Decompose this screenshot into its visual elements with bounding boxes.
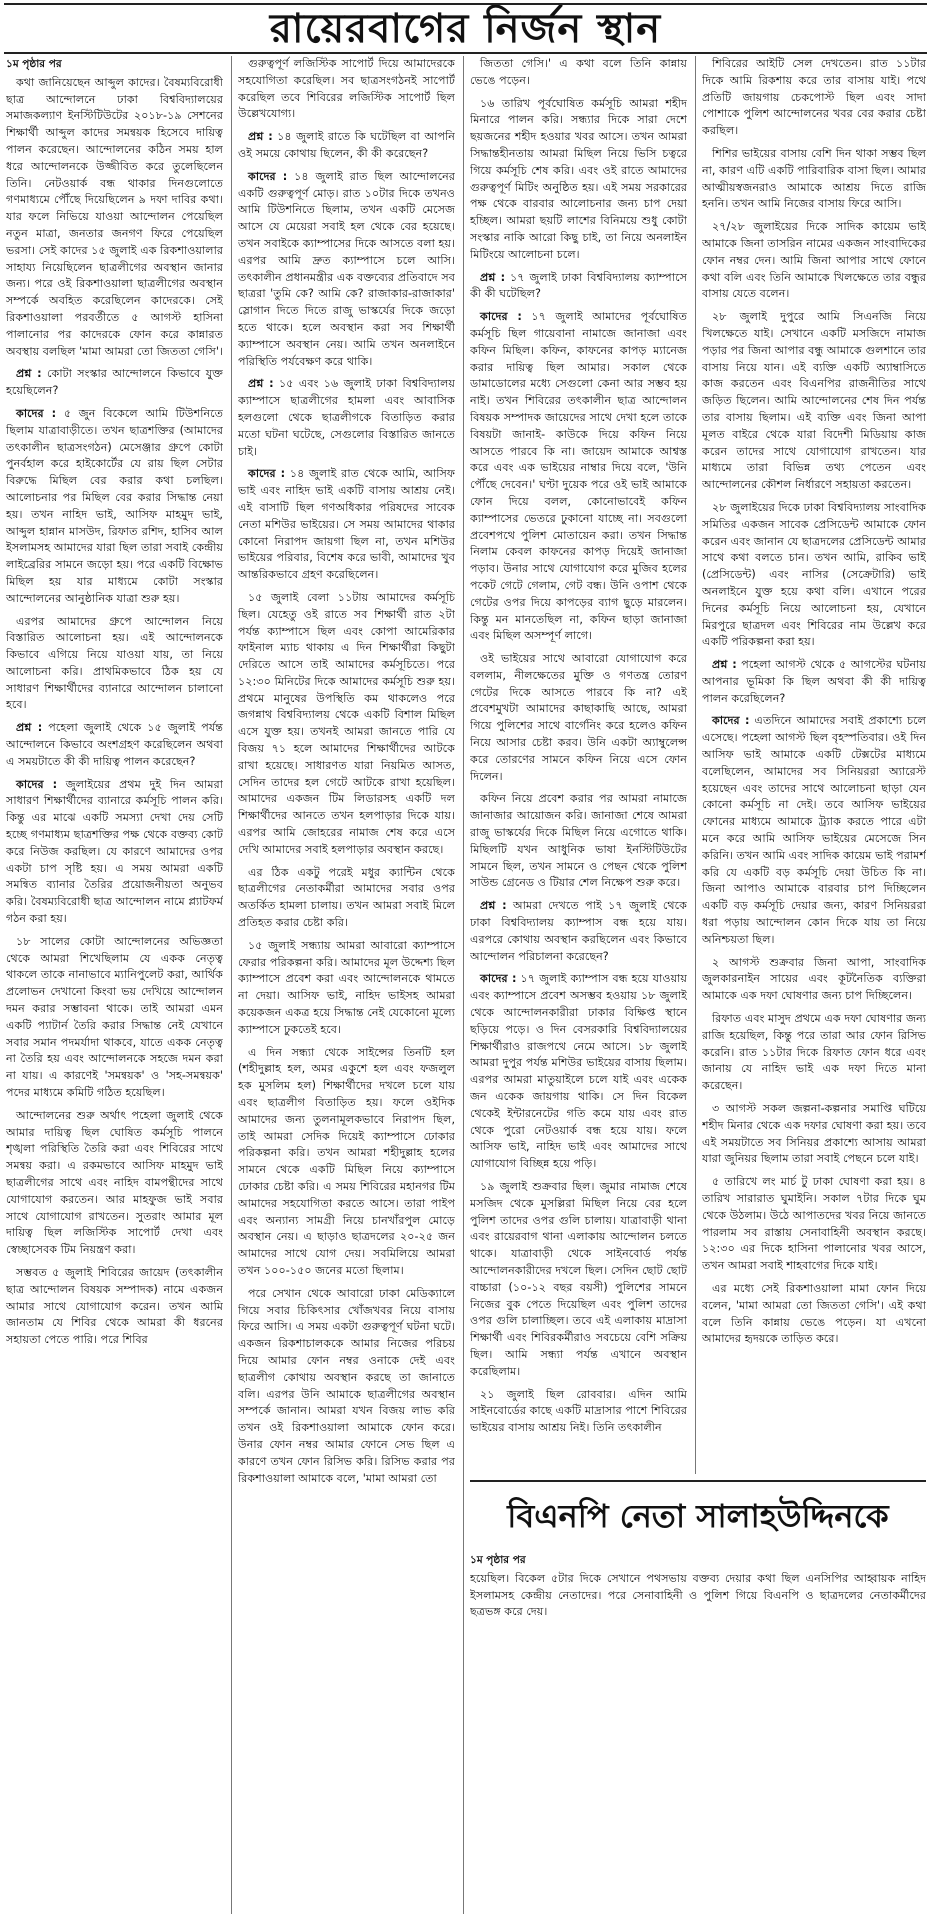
paragraph: ২১ জুলাই ছিল রোববার। এদিন আমি সাইনবোর্ডের কাছে একটি মাদ্রাসার পাশে শিবিরের ভাইয়ের বাসায় আশ্রয় নিই। তিনি তৎকালীন (470, 1387, 687, 1435)
speaker-label: প্রশ্ন : (480, 899, 507, 913)
column-divider (231, 56, 232, 1914)
paragraph: প্রশ্ন : ১৪ জুলাই রাতে কি ঘটেছিল বা আপনি ওই সময়ে কোথায় ছিলেন, কী কী করেছেন? (238, 130, 455, 160)
speaker-label: কাদের : (248, 467, 286, 481)
paragraph: এ দিন সন্ধ্যা থেকে সাইন্সের তিনটি হল (শহীদুল্লাহ হল, অমর একুশে হল এবং ফজলুল হক মুসলিম হল) শিক্ষার্থীদের দখলে চলে যায় এবং ছাত্রলীগ বিতাড়িত হয়। ফলে ওইদিক আমাদের জন্য তুলনামূলকভাবে নিরাপদ ছিল, তাই আমরা সেদিক দিয়েই ক্যাম্পাসে ঢোকার পরিকল্পনা করি। তখন আমরা শহীদুল্লাহ হলের সামনে থেকে একটি মিছিল নিয়ে ক্যাম্পাসে ঢোকার চেষ্টা করি। এ সময় শিবিরের মহানগর টিম আমাদের সহযোগিতা করতে আসে। তারা পাইপ এবং অন্যান্য সামগ্রী নিয়ে চানখাঁরপুল মোড়ে অবস্থান নেয়। এ ছাড়াও ছাত্রদলের ২০-২৫ জন আমাদের সাথে যোগ দেয়। সবমিলিয়ে আমরা তখন ১০০-১৫০ জনের মতো ছিলাম। (238, 1045, 455, 1277)
article-column-2 (238, 56, 455, 1914)
paragraph: গুরুত্বপূর্ণ লজিস্টিক সাপোর্ট দিয়ে আমাদেরকে সহযোগিতা করেছিল। সব ছাত্রসংগঠনই সাপোর্ট করেছিল তবে শিবিরের লজিস্টিক সাপোর্ট ছিল উল্লেখযোগ্য। (238, 57, 455, 121)
second-article-body (470, 1552, 926, 1912)
paragraph: প্রশ্ন : ১৫ এবং ১৬ জুলাই ঢাকা বিশ্ববিদ্যালয় ক্যাম্পাসে ছাত্রলীগের হামলা এবং আবাসিক হলগুলো থেকে ছাত্রলীগকে বিতাড়িত করার মতো ঘটনা ঘটেছে, সেগুলোর বিস্তারিত জানতে চাই। (238, 377, 455, 458)
paragraph: শিবিরের আইটি সেল দেখতেন। রাত ১১টার দিকে আমি রিকশায় করে তার বাসায় যাই। পথে প্রতিটি জায়গায় চেকপোস্ট ছিল এবং সাদা পোশাকে পুলিশ আন্দোলনের খবর বের করার চেষ্টা করছিল। (702, 57, 926, 138)
speaker-label: প্রশ্ন : (16, 367, 42, 381)
paragraph: ১৫ জুলাই বেলা ১১টায় আমাদের কর্মসূচি ছিল। যেহেতু ওই রাতে সব শিক্ষার্থী রাত ২টা পর্যন্ত ক্যাম্পাসে ছিল এবং কোপা আমেরিকার ফাইনাল ম্যাচ থাকায় এ দিন শিক্ষার্থীরা কিছুটা দেরিতে আসে তাই আমাদের কর্মসূচিতে। পরে ১২:৩০ মিনিটের দিকে আমাদের কর্মসূচি শুরু হয়। প্রথমে মানুষের উপস্থিতি কম থাকলেও পরে জগন্নাথ বিশ্ববিদ্যালয় থেকে একটি বিশাল মিছিল এসে যুক্ত হয়। তখনই আমরা জানতে পারি যে বিজয় ৭১ হলে আমাদের শিক্ষার্থীদের আটকে রাখা হয়েছে। সাধারণত যারা নিয়মিত আসত, সেদিন তাদের হল গেটে আটকে রাখা হয়েছিল। আমাদের একজন টিম লিডারসহ একটি দল শিক্ষার্থীদের আনতে তখন হলপাড়ার দিকে যায়। এরপর আমি জোহরের নামাজ শেষ করে এসে দেখি আমাদের সবাই হলপাড়ার অবস্থান করছে। (238, 590, 455, 856)
paragraph: কাদের : ১৪ জুলাই রাত ছিল আন্দোলনের একটি গুরুত্বপূর্ণ মোড়। রাত ১০টার দিকে তখনও আমি টিউশনিতে ছিলাম, তখন একটি মেসেজ আসে যে মেয়েরা সবাই হল থেকে বের হয়েছে। তখন সবাইকে ক্যাম্পাসের দিকে আসতে বলা হয়। এরপর আমি দ্রুত ক্যাম্পাসে চলে আসি। তৎকালীন প্রধানমন্ত্রীর এক বক্তব্যের প্রতিবাদে সব ছাত্ররা 'তুমি কে? আমি কে? রাজাকার-রাজাকার' স্লোগান দিতে দিতে রাজু ভাস্কর্যের দিকে জড়ো হতে থাকে। হলে অবস্থান করা সব শিক্ষার্থী ক্যাম্পাসে অবস্থান নেয়। আমি তখন অনলাইনে পরিস্থিতি পর্যবেক্ষণ করে থাকি। (238, 169, 455, 368)
paragraph: প্রশ্ন : কোটা সংস্কার আন্দোলনে কিভাবে যুক্ত হয়েছিলেন? (6, 367, 223, 398)
article-column-4 (702, 56, 926, 1476)
paragraph: কাদের : ১৪ জুলাই রাত থেকে আমি, আসিফ ভাই এবং নাহিদ ভাই একটি বাসায় আশ্রয় নেই। এই বাসাটি ছিল গণঅধিকার পরিষদের সাবেক নেতা মশিউর ভাইয়ের। সে সময় আমাদের থাকার কোনো নিরাপদ জায়গা ছিল না, তখন মশিউর ভাইয়ের পরিবার, বিশেষ করে ভাবী, আমাদের খুব আন্তরিকভাবে গ্রহণ করেছিলেন। (238, 467, 455, 582)
paragraph: এর ঠিক একটু পরেই মধুর ক্যান্টিন থেকে ছাত্রলীগের নেতাকর্মীরা আমাদের সবার ওপর অতর্কিত হামলা চালায়। তখন আমরা সবাই মিলে প্রতিহত করার চেষ্টা করি। (238, 865, 455, 930)
paragraph: প্রশ্ন : পহেলা জুলাই থেকে ১৫ জুলাই পর্যন্ত আন্দোলনে কিভাবে অংশগ্রহণ করেছিলেন অথবা এ সময়টাতে কী কী দায়িত্ব পালন করেছেন? (6, 721, 223, 768)
paragraph: জিততা গেসি।' এ কথা বলে তিনি কান্নায় ভেঙে পড়েন। (470, 57, 687, 87)
paragraph: কাদের : ১৭ জুলাই ক্যাম্পাস বন্ধ হয়ে যাওয়ায় এবং ক্যাম্পাসে প্রবেশ অসম্ভব হওয়ায় ১৮ জুলাই থেকে আন্দোলনকারীরা ঢাকার বিক্ষিপ্ত স্থানে ছড়িয়ে পড়ে। ও দিন বেসরকারি বিশ্ববিদ্যালয়ের শিক্ষার্থীরাও রাজপথে নেমে আসে। ১৮ জুলাই আমরা দুপুর পর্যন্ত মশিউর ভাইয়ের বাসায় ছিলাম। এরপর আমরা মাতুয়াইলে চলে যাই এবং একেক জন একেক জায়গায় থাকি। সে দিন বিকেল থেকেই ইন্টারনেটের গতি কমে যায় এবং রাত থেকে পুরো নেটওয়ার্ক বন্ধ হয়ে যায়। ফলে আসিফ ভাই, নাহিদ ভাই এবং আমাদের সাথে যোগাযোগ বিচ্ছিন্ন হয়ে পড়ি। (470, 972, 687, 1171)
column-2-text (238, 56, 455, 1487)
speaker-label: কাদের : (248, 169, 288, 183)
speaker-label: কাদের : (712, 714, 750, 728)
speaker-label: প্রশ্ন : (16, 721, 43, 735)
column-1-text (6, 75, 223, 1349)
paragraph: ওই ভাইয়ের সাথে আবারো যোগাযোগ করে বললাম, নীলক্ষেতের মুক্তি ও গণতন্ত্র তোরণ গেটের দিকে আসতে পারবে কি না? এই প্রবেশমুখটা আমাদের কাছাকাছি আছে, আমরা গিয়ে পুলিশের সাথে বার্গেনিং করে হলেও কফিন নিয়ে আসার চেষ্টা করব। উনি একটা অ্যাম্বুলেন্স করে তোরণের সামনে কফিন নিয়ে এসে ফোন দিলেন। (470, 652, 687, 783)
second-article-continued-label: ১ম পৃষ্ঠার পর (470, 1554, 526, 1566)
main-headline: রায়েরবাগের নির্জন স্থান (269, 5, 662, 52)
paragraph: এরপর আমাদের গ্রুপে আন্দোলন নিয়ে বিস্তারিত আলোচনা হয়। এই আন্দোলনকে কিভাবে এগিয়ে নিয়ে যাওয়া যায়, তা নিয়ে আলোচনা করি। প্রাথমিকভাবে ঠিক হয় যে সাধারণ শিক্ষার্থীদের ব্যানারে আন্দোলন চালানো হবে। (6, 614, 223, 712)
paragraph: ১৯ জুলাই শুক্রবার ছিল। জুমার নামাজ শেষে মসজিদ থেকে মুসল্লিরা মিছিল নিয়ে বের হলে পুলিশ তাদের ওপর গুলি চালায়। যাত্রাবাড়ী থানা এবং রায়েরবাগ থানা এলাকায় আন্দোলন চলতে থাকে। যাত্রাবাড়ী থেকে সাইনবোর্ড পর্যন্ত আন্দোলনকারীদের দখলে ছিল। সেদিন ছোট ছোট বাচ্চারা (১০-১২ বছর বয়সী) পুলিশের সামনে নিজের বুক পেতে দিয়েছিল এবং পুলিশ তাদের ওপর গুলি চালাচ্ছিল। তবে এই এলাকায় মাদ্রাসা শিক্ষার্থী এবং শিবিরকর্মীরাও সবচেয়ে বেশি সক্রিয় ছিল। আমি সন্ধ্যা পর্যন্ত এখানে অবস্থান করেছিলাম। (470, 1180, 687, 1378)
second-article (470, 1480, 926, 1922)
speaker-label: কাদের : (480, 972, 517, 986)
paragraph: ১৮ সালের কোটা আন্দোলনের অভিজ্ঞতা থেকে আমরা শিখেছিলাম যে একক নেতৃত্ব থাকলে তাকে নানাভাবে ম্যানিপুলেট করা, আর্থিক প্রলোভন দেখানো কিংবা ভয় দেখিয়ে আন্দোলন দমন করার সম্ভাবনা থাকে। তাই আমরা এমন একটি প্যাটার্ন তৈরি করার সিদ্ধান্ত নেই যেখানে সবার সমান পদমর্যাদা থাকবে, যাতে একক নেতৃত্ব না তৈরি হয় এবং আন্দোলনকে সহজে দমন করা না যায়। এ কারণেই 'সমন্বয়ক' ও 'সহ-সমন্বয়ক' পদের মাধ্যমে কমিটি গঠিত হয়েছিল। (6, 934, 223, 1100)
column-4-text (702, 56, 926, 1348)
paragraph: ১৬ তারিখ পূর্বঘোষিত কর্মসূচি আমরা শহীদ মিনারে পালন করি। সন্ধ্যার দিকে সারা দেশে ছয়জনের শহীদ হওয়ার খবর আসে। তখন আমরা সিদ্ধান্তহীনতায় আমরা মিছিল নিয়ে ভিসি চত্বরে গিয়ে কর্মসূচি শেষ করি। এবং ওই রাতে আমাদের গুরুত্বপূর্ণ মিটিং অনুষ্ঠিত হয়। এই সময় সরকারের পক্ষ থেকে বারবার আলোচনার জন্য চাপ দেয়া হচ্ছিল। আমরা ছয়টি লাশের বিনিময়ে শুধু কোটা সংস্কার নাকি আরো কিছু চাই, তা নিয়ে অনলাইন মিটিংয়ে আলোচনা চলে। (470, 96, 687, 261)
paragraph: সম্ভবত ৫ জুলাই শিবিরের জায়েদ (তৎকালীন ছাত্র আন্দোলন বিষয়ক সম্পাদক) নামে একজন আমার সাথে যোগাযোগ করেন। তখন আমি জানতাম যে শিবির থেকে আমরা কী ধরনের সহায়তা পেতে পারি। পরে শিবির (6, 1265, 223, 1347)
paragraph: ৩ আগস্ট সকল জল্পনা-কল্পনার সমাপ্তি ঘটিয়ে শহীদ মিনার থেকে এক দফার ঘোষণা করা হয়। তবে এই সময়টাতে সব সিনিয়র প্রকাশ্যে আসায় আমরা যারা জুনিয়র ছিলাম তারা সবাই পেছনে চলে যাই। (702, 1102, 926, 1166)
paragraph: কাদের : ১৭ জুলাই আমাদের পূর্বঘোষিত কর্মসূচি ছিল গায়েবানা নামাজে জানাজা এবং কফিন মিছিল। কফিন, কাফনের কাপড় ম্যানেজ করার দায়িত্ব ছিল আমার। সকাল থেকে ডামাডোলের মধ্যে সেগুলো কেনা আর সম্ভব হয় নাই। তখন শিবিরের তৎকালীন ছাত্র আন্দোলন বিষয়ক সম্পাদক জায়েদের সাথে দেখা হলে তাকে বিষয়টা জানাই- কাউকে দিয়ে কফিন নিয়ে আসতে পারবে কি না। জায়েদ আমাকে আশ্বস্ত করে এবং এক ভাইয়ের নাম্বার দিয়ে বলে, 'উনি পৌঁছে দেবেন।' ঘণ্টা দুয়েক পরে ওই ভাই আমাকে ফোন দিয়ে বলল, কোনোভাবেই কফিন ক্যাম্পাসের ভেতরে ঢুকানো যাচ্ছে না। সবগুলো প্রবেশপথে পুলিশ মোতায়েন করা। তখন সিদ্ধান্ত নিলাম কেবল কাফনের কাপড় দিয়েই জানাজা পড়াব। উনার সাথে যোগাযোগ করে মুজিব হলের পকেট গেটে গেলাম, গেট বন্ধ। উনি ওপাশ থেকে গেটের ওপর দিয়ে কাপড়ের ব্যাগ ছুড়ে মারলেন। কিন্তু মন মানতেছিল না, কফিন ছাড়া জানাজা এবং মিছিল অসম্পূর্ণ লাগে। (470, 310, 687, 643)
column-divider (463, 56, 464, 1914)
speaker-label: প্রশ্ন : (480, 270, 506, 284)
article-column-1 (6, 56, 223, 1914)
paragraph: ২৭/২৮ জুলাইয়ের দিকে সাদিক কায়েম ভাই আমাকে জিনা তাসরিন নামের একজন সাংবাদিকের ফোন নম্বর দেন। আমি জিনা আপার সাথে ফোনে কথা বলি এবং তিনি আমাকে খিলক্ষেতে তার বন্ধুর বাসায় যেতে বলেন। (702, 220, 926, 301)
speaker-label: কাদের : (16, 777, 58, 791)
headline-bottom-rule (4, 52, 927, 54)
speaker-label: কাদের : (16, 406, 57, 420)
column-3-text (470, 56, 687, 1437)
speaker-label: প্রশ্ন : (712, 658, 737, 672)
speaker-label: প্রশ্ন : (248, 130, 273, 144)
speaker-label: প্রশ্ন : (248, 377, 274, 391)
paragraph: কাদের : ৫ জুন বিকেলে আমি টিউশনিতে ছিলাম যাত্রাবাড়ীতে। তখন ছাত্রশক্তির (আমাদের তৎকালীন ছাত্রসংগঠন) মেসেঞ্জার গ্রুপে কোটা পুনর্বহাল করে হাইকোর্টের যে রায় ছিল সেটার বিরুদ্ধে মিছিল বের করার কথা চলছিল। আলোচনার পর মিছিল বের করার সিদ্ধান্ত নেয়া হয়। তখন নাহিদ ভাই, আসিফ মাহমুদ ভাই, আব্দুল হান্নান মাসউদ, রিফাত রশিদ, হাসিব আল ইসলামসহ আমাদের যারা ছিল তারা সবাই কেন্দ্রীয় লাইব্রেরির সামনে জড়ো হয়। পরে একটি বিক্ষোভ মিছিল হয় যার মাধ্যমে কোটা সংস্কার আন্দোলনের আনুষ্ঠানিক যাত্রা শুরু হয়। (6, 406, 223, 605)
paragraph: প্রশ্ন : আমরা দেখতে পাই ১৭ জুলাই থেকে ঢাকা বিশ্ববিদ্যালয় ক্যাম্পাস বন্ধ হয়ে যায়। এরপরে কোথায় অবস্থান করছিলেন এবং কিভাবে আন্দোলন পরিচালনা করেছেন? (470, 899, 687, 963)
paragraph: ১৫ জুলাই সন্ধ্যায় আমরা আবারো ক্যাম্পাসে ফেরার পরিকল্পনা করি। আমাদের মূল উদ্দেশ্য ছিল ক্যাম্পাসে প্রবেশ করা এবং আন্দোলনকে থামতে না দেয়া। আসিফ ভাই, নাহিদ ভাইসহ আমরা কয়েকজন একত্র হয়ে সিদ্ধান্ত নেই যেকোনো মূল্যে ক্যাম্পাসে ঢুকতেই হবে। (238, 938, 455, 1036)
paragraph: কথা জানিয়েছেন আব্দুল কাদের। বৈষম্যবিরোধী ছাত্র আন্দোলনে ঢাকা বিশ্ববিদ্যালয়ের সমাজকল্যাণ ইনস্টিটিউটের ২০১৮-১৯ সেশনের শিক্ষার্থী আব্দুল কাদের সমন্বয়ক হিসেবে দায়িত্ব পালন করেছেন। আন্দোলনের কঠিন সময় হাল ধরে আন্দোলনকে উজ্জীবিত করে তুলেছিলেন তিনি। নেটওয়ার্ক বন্ধ থাকার দিনগুলোতে গণমাধ্যমে পৌঁছে দিয়েছিলেন ৯ দফা দাবির কথা। যার ফলে নিভিয়ে যাওয়া আন্দোলন পেয়েছিল নতুন মাত্রা, জনতার জনগণ ফিরে পেয়েছিল ভরসা। সেই কাদের ১৫ জুলাই এক রিকশাওয়ালার সাহায্য নিয়েছিলেন ছাত্রলীগের অবস্থান জানার জন্য। পরে ওই রিকশাওয়ালা ছাত্রলীগের অবস্থান সম্পর্কে অবহিত করেছিলেন কাদেরকে। সেই রিকশাওয়ালা পরবর্তীতে ৫ আগস্ট হাসিনা পালানোর পর কাদেরকে ফোন করে কান্নারত অবস্থায় বলছিল 'মামা আমরা তো জিততা গেসি'। (6, 75, 223, 358)
paragraph: পরে সেখান থেকে আবারো ঢাকা মেডিক্যালে গিয়ে সবার চিকিৎসার খোঁজখবর নিয়ে বাসায় ফিরে আসি। এ সময় একটা গুরুত্বপূর্ণ ঘটনা ঘটে। একজন রিকশাচালককে আমার নিজের পরিচয় দিয়ে আমার ফোন নম্বর ওনাকে দেই এবং ছাত্রলীগ কোথায় অবস্থান করছে তা জানাতে বলি। এরপর উনি আমাকে ছাত্রলীগের অবস্থান সম্পর্কে জানান। আমরা যখন বিজয় লাভ করি তখন ওই রিকশাওয়ালা আমাকে ফোন করে। উনার ফোন নম্বর আমার ফোনে সেভ ছিল এ কারণে তখন ফোন রিসিভ করি। রিসিভ করার পর রিকশাওয়ালা আমাকে বলে, 'মামা আমরা তো (238, 1286, 455, 1485)
paragraph: ২৮ জুলাই দুপুরে আমি সিএনজি নিয়ে খিলক্ষেতে যাই। সেখানে একটি মসজিদে নামাজ পড়ার পর জিনা আপার বন্ধু আমাকে গুলশানে তার বাসায় নিয়ে যান। এই ব্যক্তি একটি অ্যাম্বাসিতে কাজ করতেন এবং বিএনপির রাজনীতির সাথে জড়িত ছিলেন। আমি আন্দোলনের শেষ দিন পর্যন্ত তার বাসায় ছিলাম। এই ব্যক্তি এবং জিনা আপা মূলত বাইরে থেকে যারা বিদেশী মিডিয়ায় কাজ করেন তাদের সাথে যোগাযোগ রাখতেন। যার মাধ্যমে তারা বিভিন্ন তথ্য পেতেন এবং আন্দোলনের কৌশল নির্ধারণে সহায়তা করতেন। (702, 310, 926, 492)
continued-from-label: ১ম পৃষ্ঠার পর (6, 58, 62, 70)
paragraph: এর মধ্যে সেই রিকশাওয়ালা মামা ফোন দিয়ে বলেন, 'মামা আমরা তো জিততা গেসি'। এই কথা বলে তিনি কান্নায় ভেঙে পড়েন। যা এখনো আমাদের হৃদয়কে তাড়িত করে। (702, 1281, 926, 1346)
paragraph: ২৮ জুলাইয়ের দিকে ঢাকা বিশ্ববিদ্যালয় সাংবাদিক সমিতির একজন সাবেক প্রেসিডেন্ট আমাকে ফোন করেন এবং জানান যে ছাত্রদলের প্রেসিডেন্ট আমার সাথে কথা বলতে চান। তখন আমি, রাকিব ভাই (প্রেসিডেন্ট) এবং নাসির (সেক্রেটারি) ভাই অনলাইনে যুক্ত হয়ে কথা বলি। এখানে পরের দিনের কর্মসূচি নিয়ে আলোচনা হয়, যেখানে মিরপুরে ছাত্রদল এবং শিবিরের নাম উল্লেখ করে একটি পরিকল্পনা করা হয়। (702, 500, 926, 649)
paragraph: প্রশ্ন : পহেলা আগস্ট থেকে ৫ আগস্টের ঘটনায় আপনার ভূমিকা কি ছিল অথবা কী কী দায়িত্ব পালন করেছিলেন? (702, 658, 926, 705)
paragraph: কফিন নিয়ে প্রবেশ করার পর আমরা নামাজে জানাজার আয়োজন করি। জানাজা শেষে আমরা রাজু ভাস্কর্যের দিকে মিছিল নিয়ে এগোতে থাকি। মিছিলটি যখন আধুনিক ভাষা ইনস্টিটিউটের সামনে ছিল, তখন সামনে ও পেছন থেকে পুলিশ সাউন্ড গ্রেনেড ও টিয়ার শেল নিক্ষেপ শুরু করে। (470, 792, 687, 890)
second-article-headline: বিএনপি নেতা সালাহউদ্দিনকে (507, 1497, 889, 1535)
second-article-text: হয়েছিল। বিকেল ৫টার দিকে সেখানে পথসভায় বক্তব্য দেয়ার কথা ছিল এনসিপির আহ্বায়ক নাহিদ ইসলামসহ কেন্দ্রীয় নেতাদের। পরে সেনাবাহিনী ও পুলিশ গিয়ে বিএনপি ও ছাত্রদলের নেতাকর্মীদের ছত্রভঙ্গ করে দেয়। (470, 1571, 926, 1619)
paragraph: রিফাত এবং মাসুদ প্রথমে এক দফা ঘোষণার জন্য রাজি হয়েছিল, কিন্তু পরে তারা আর ফোন রিসিভ করেনি। রাত ১১টার দিকে রিফাত ফোন ধরে এবং জানায় যে নাহিদ ভাই এক দফা দিতে মানা করেছেন। (702, 1012, 926, 1093)
paragraph: আন্দোলনের শুরু অর্থাৎ পহেলা জুলাই থেকে আমার দায়িত্ব ছিল ঘোষিত কর্মসূচি পালনে শৃঙ্খলা পরিস্থিতি তৈরি করা এবং শিবিরের সাথে সমন্বয় করা। এ রকমভাবে আসিফ মাহমুদ ভাই ছাত্রলীগের সাথে এবং নাহিদ বামপন্থীদের সাথে যোগাযোগ করতেন। আর মাহফুজ ভাই সবার সাথে যোগাযোগ রাখতেন। সুতরাং আমার মূল দায়িত্ব ছিল লজিস্টিক সাপোর্ট দেখা এবং স্বেচ্ছাসেবক টিম নিয়ন্ত্রণ করা। (6, 1108, 223, 1257)
paragraph: কাদের : এতদিনে আমাদের সবাই প্রকাশ্যে চলে এসেছে। পহেলা আগস্ট ছিল বৃহস্পতিবার। ওই দিন আসিফ ভাই আমাকে একটি টেক্সটের মাধ্যমে বলেছিলেন, আমাদের সব সিনিয়ররা অ্যারেস্ট হয়েছেন এবং তাদের সাথে আলোচনা ছাড়া যেন কোনো কর্মসূচি না দেই। তবে আসিফ ভাইয়ের ফোনের মাধ্যমে আমাকে ট্র্যাক করতে পারে এটা মনে করে আমি আসিফ ভাইয়ের মেসেজে সিন করিনি। তখন আমি এবং সাদিক কায়েম ভাই পরামর্শ করি যে একটি বড় কর্মসূচি দেয়া উচিত কি না। জিনা আপাও আমাকে বারবার চাপ দিচ্ছিলেন একটি বড় কর্মসূচি দেয়ার জন্য, কারণ সিনিয়ররা ধরা পড়ায় আন্দোলন কোন দিকে যায় তা নিয়ে অনিশ্চয়তা ছিল। (702, 714, 926, 946)
speaker-label: কাদের : (480, 310, 522, 324)
paragraph: শিশির ভাইয়ের বাসায় বেশি দিন থাকা সম্ভব ছিল না, কারণ এটি একটি পারিবারিক বাসা ছিল। আমার আত্মীয়স্বজনরাও আমাকে আশ্রয় দিতে রাজি হননি। তখন আমি নিজের বাসায় ফিরে আসি। (702, 146, 926, 211)
paragraph: প্রশ্ন : ১৭ জুলাই ঢাকা বিশ্ববিদ্যালয় ক্যাম্পাসে কী কী ঘটেছিল? (470, 270, 687, 301)
column-divider (695, 56, 696, 1474)
paragraph: ৫ তারিখে লং মার্চ টু ঢাকা ঘোষণা করা হয়। ৪ তারিখ সারারাত ঘুমাইনি। সকাল ৭টার দিকে ঘুম থেকে উঠলাম। উঠে আপাতদের খবর নিয়ে জানতে পারলাম সব রাস্তায় সেনাবাহিনী অবস্থান করছে। ১২:৩০ এর দিকে হাসিনা পালানোর খবর আসে, তখন আমরা সবাই শাহবাগের দিকে যাই। (702, 1175, 926, 1273)
article-column-3 (470, 56, 687, 1474)
paragraph: কাদের : জুলাইয়ের প্রথম দুই দিন আমরা সাধারণ শিক্ষার্থীদের ব্যানারে কর্মসূচি পালন করি। কিন্তু এর মাঝে একটি সমস্যা দেখা দেয় সেটি হচ্ছে গণমাধ্যম ছাত্রশক্তির পক্ষ থেকে বক্তব্য কোট করে নিউজ করছিল। যে কারণে আমাদের ওপর একটা চাপ সৃষ্টি হয়। এ সময় আমরা একটি সমন্বিত ব্যানার তৈরির প্রয়োজনীয়তা অনুভব করি। বৈষম্যবিরোধী ছাত্র আন্দোলন নামে প্ল্যাটফর্ম গঠন করা হয়। (6, 777, 223, 926)
headline-top-rule (4, 3, 927, 5)
paragraph: ২ আগস্ট শুক্রবার জিনা আপা, সাংবাদিক জুলকারনাইন সায়ের এবং কূটনৈতিক ব্যক্তিরা আমাকে এক দফা ঘোষণার জন্য চাপ দিচ্ছিলেন। (702, 955, 926, 1003)
